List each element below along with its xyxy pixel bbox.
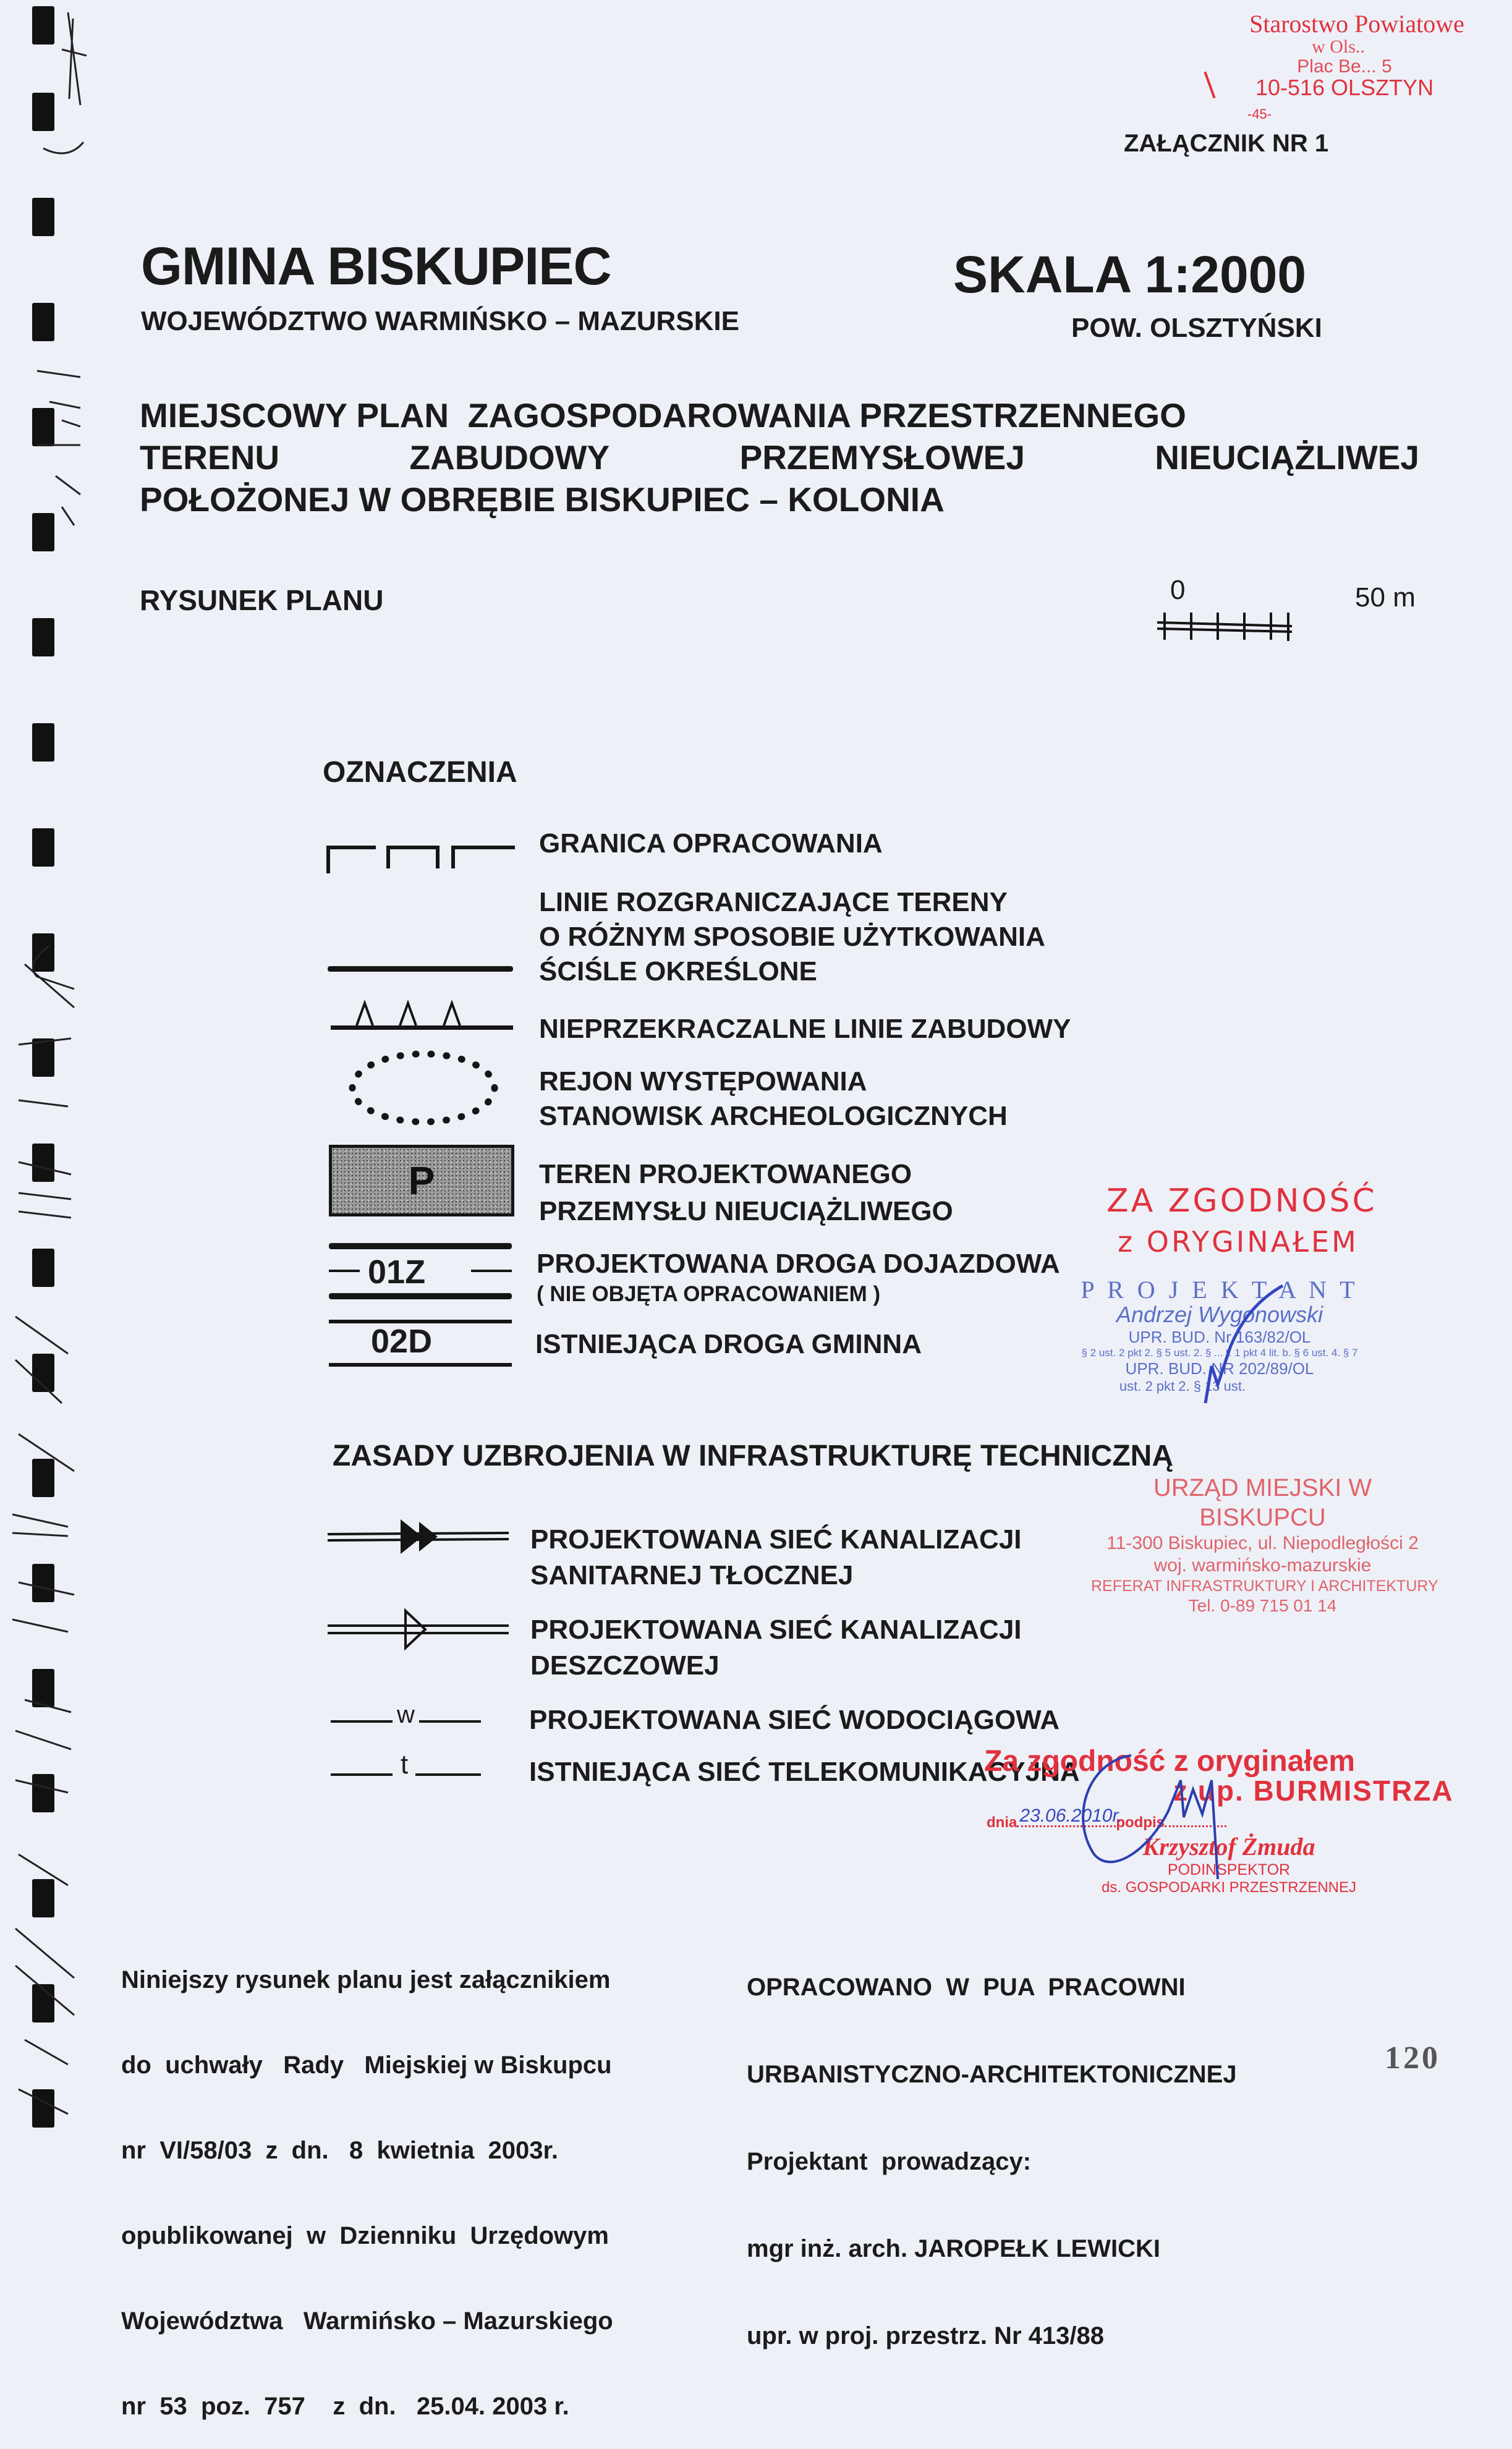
solid-line-icon [328,966,513,972]
plan-title-word: NIEUCIĄŻLIWEJ [1155,438,1419,477]
legend-item-label: TEREN PROJEKTOWANEGO [539,1159,912,1189]
infrastructure-title: ZASADY UZBROJENIA W INFRASTRUKTURĘ TECHNICZNĄ [333,1440,1173,1472]
projektant-signature [1193,1273,1304,1409]
stamp-starostwo-line4: 10-516 OLSZTYN [1255,75,1434,100]
footer-right-line: OPRACOWANO W PUA PRACOWNI [747,1974,1186,2001]
stamp-burmistrz-line1: Za zgodność z oryginałem [984,1745,1356,1778]
legend-item-label: NIEPRZEKRACZALNE LINIE ZABUDOWY [539,1014,1071,1044]
footer-right-line: upr. w proj. przestrz. Nr 413/88 [747,2322,1104,2349]
legend-item-label: ( NIE OBJĘTA OPRACOWANIEM ) [537,1282,881,1306]
infra-item-label: ISTNIEJĄCA SIEĆ TELEKOMUNIKACYJNA [529,1757,1080,1787]
footer-right-line: URBANISTYCZNO-ARCHITEKTONICZNEJ [747,2061,1237,2088]
infra-item-label: PROJEKTOWANA SIEĆ KANALIZACJI [530,1615,1022,1645]
hollow-arrow-pipe-icon [326,1607,512,1650]
water-line-icon: w [397,1701,415,1728]
scale-bar-end [1355,582,1416,613]
scale-bar-icon [1156,609,1298,646]
telecom-line-left [331,1773,393,1776]
industrial-area-symbol: P [408,1158,435,1203]
legend-title: OZNACZENIA [323,756,517,789]
stamp-starostwo-line2: w Ols.. [1312,36,1365,57]
map-fragment-lines [0,0,93,2167]
starostwo-stamp [1202,11,1511,100]
stamp-projektant-line3: UPR. BUD. NR 202/89/OL [1125,1359,1314,1378]
plan-title-word: TERENU [140,438,280,477]
burmistrz-signature [1051,1743,1236,1891]
stamp-date-label: dnia [987,1814,1017,1831]
infra-item-sanitary [530,1522,1022,1594]
county-subtitle: POW. OLSZTYŃSKI [1071,313,1322,343]
road-01z-icon: 01Z [368,1254,426,1291]
footer-left-line: do uchwały Rady Miejskiej w Biskupcu [121,2052,612,2079]
stamp-urzad-line3: woj. warmińsko-mazurskie [1153,1555,1372,1576]
stamp-urzad-line4: REFERAT INFRASTRUKTURY I ARCHITEKTURY [1091,1577,1438,1595]
footer-left-line: Niniejszy rysunek planu jest załącznikiem [121,1966,611,1993]
stamp-burmistrz-department: ds. GOSPODARKI PRZESTRZENNEJ [1101,1878,1357,1896]
legend-item-label: GRANICA OPRACOWANIA [539,828,883,859]
stamp-starostwo-number: -45- [1247,106,1272,122]
plan-title-line3: POŁOŻONEJ W OBRĘBIE BISKUPIEC – KOLONIA [140,480,945,519]
legend-item-building-lines [539,1014,1071,1045]
stamp-zgodnosc-line2: z ORYGINAŁEM [1118,1225,1359,1258]
stamp-projektant-name: Andrzej Wygonowski [1116,1302,1323,1327]
legend-item-label: PRZEMYSŁU NIEUCIĄŻLIWEGO [539,1196,953,1226]
stamp-urzad-line1: URZĄD MIEJSKI W BISKUPCU [1153,1474,1372,1531]
legend-item-access-road [537,1249,1060,1307]
footer-resolution-note [121,1909,613,2449]
plan-title-line2 [140,438,1419,477]
legend-item-label: REJON WYSTĘPOWANIA [539,1066,867,1097]
footer-right-line: mgr inż. arch. JAROPEŁK LEWICKI [747,2235,1160,2262]
plan-title-word: PRZEMYSŁOWEJ [739,438,1025,477]
stamp-projektant-line1: UPR. BUD. Nr 163/82/OL [1128,1328,1311,1346]
water-line-right [419,1720,481,1723]
legend-item-label: ISTNIEJĄCA DROGA GMINNA [535,1329,922,1359]
scale-bar-start: 0 [1170,575,1186,605]
page-number: 120 [1385,2040,1440,2076]
footer-left-line: nr 53 poz. 757 z dn. 25.04. 2003 r. [121,2393,569,2420]
legend-item-label: ŚCIŚLE OKREŚLONE [539,956,817,987]
triangle-line-icon [331,998,516,1035]
infra-item-label: DESZCZOWEJ [530,1650,720,1681]
industrial-area-icon [329,1145,514,1216]
stamp-urzad-line2: 11-300 Biskupiec, ul. Niepodległości 2 [1106,1533,1419,1553]
scale-title: SKALA 1:2000 [953,245,1307,303]
legend-item-dividing-lines [539,885,1045,989]
infra-item-water [529,1705,1060,1736]
infra-item-storm [530,1612,1022,1684]
stamp-zgodnosc [1106,1181,1377,1262]
footer-left-line: opublikowanej w Dzienniku Urzędowym [121,2222,609,2249]
stamp-projektant-title: P R O J E K T A N T [1081,1276,1359,1304]
stamp-burmistrz-line2: z up. BURMISTRZA [1173,1775,1454,1807]
legend-item-label: O RÓŻNYM SPOSOBIE UŻYTKOWANIA [539,922,1045,952]
footer-left-line: nr VI/58/03 z dn. 8 kwietnia 2003r. [121,2137,558,2164]
legend-item-label: PROJEKTOWANA DROGA DOJAZDOWA [537,1249,1060,1279]
stamp-zgodnosc-line1: ZA ZGODNOŚĆ [1106,1182,1377,1220]
dotted-oval-icon [340,1045,507,1131]
attachment-label: ZAŁĄCZNIK NR 1 [1124,130,1329,157]
telecom-line-right [415,1773,481,1776]
legend-item-boundary [539,828,883,859]
municipality-title: GMINA BISKUPIEC [141,237,611,296]
stamp-urzad-line5: Tel. 0-89 715 01 14 [1188,1596,1337,1615]
stamp-date-value: 23.06.2010r. [1019,1806,1123,1826]
legend-item-archaeological [539,1064,1008,1134]
stamp-projektant-line4: ust. 2 pkt 2. § 13 ust. [1119,1378,1246,1394]
infra-item-label: PROJEKTOWANA SIEĆ KANALIZACJI [530,1524,1022,1555]
footer-author-info [747,1915,1237,2380]
stamp-starostwo-line1: Starostwo Powiatowe [1249,10,1464,38]
road-01z-axis-right [471,1270,512,1272]
infra-item-label: SANITARNEJ TŁOCZNEJ [530,1560,854,1590]
footer-left-line: Województwa Warmińsko – Mazurskiego [121,2307,613,2335]
road-01z-axis-left [329,1270,360,1272]
water-line-left [331,1720,393,1723]
legend-item-label: LINIE ROZGRANICZAJĄCE TERENY [539,887,1008,917]
footer-right-line: Projektant prowadzący: [747,2148,1032,2175]
legend-item-label: STANOWISK ARCHEOLOGICZNYCH [539,1101,1008,1131]
legend-item-industrial [539,1156,953,1230]
scale-bar-end-value: 50 [1355,582,1385,613]
legend-item-municipal-road [535,1329,922,1360]
road-02d-icon: 02D [371,1323,433,1360]
plan-title-word: ZABUDOWY [409,438,610,477]
plan-title-line1: MIEJSCOWY PLAN ZAGOSPODAROWANIA PRZESTRZENNEGO [140,396,1186,435]
road-01z-top-line [329,1243,512,1249]
stamp-starostwo-line3: Plac Be... 5 [1297,56,1392,77]
voivodeship-subtitle: WOJEWÓDZTWO WARMIŃSKO – MAZURSKIE [141,306,739,336]
boundary-line-icon [326,844,518,875]
stamp-urzad [1091,1473,1438,1616]
drawing-label: RYSUNEK PLANU [140,584,384,616]
stamp-burmistrz-position: PODINSPEKTOR [1167,1861,1291,1878]
stamp-projektant-line2: § 2 ust. 2 pkt 2. § 5 ust. 2. § ... t. 1 pkt 4 lit. b. § 6 ust. 4. § 7 [1081,1347,1358,1359]
road-02d-bottom-line [329,1363,512,1367]
scale-bar-unit: m [1393,582,1416,613]
road-01z-bottom-line [329,1293,512,1299]
telecom-line-icon: t [401,1749,409,1780]
stamp-burmistrz-name: Krzysztof Żmuda [1142,1833,1315,1861]
double-arrow-pipe-icon [326,1514,512,1558]
stamp-sign-label: podpis [1116,1814,1165,1831]
infra-item-label: PROJEKTOWANA SIEĆ WODOCIĄGOWA [529,1705,1060,1735]
